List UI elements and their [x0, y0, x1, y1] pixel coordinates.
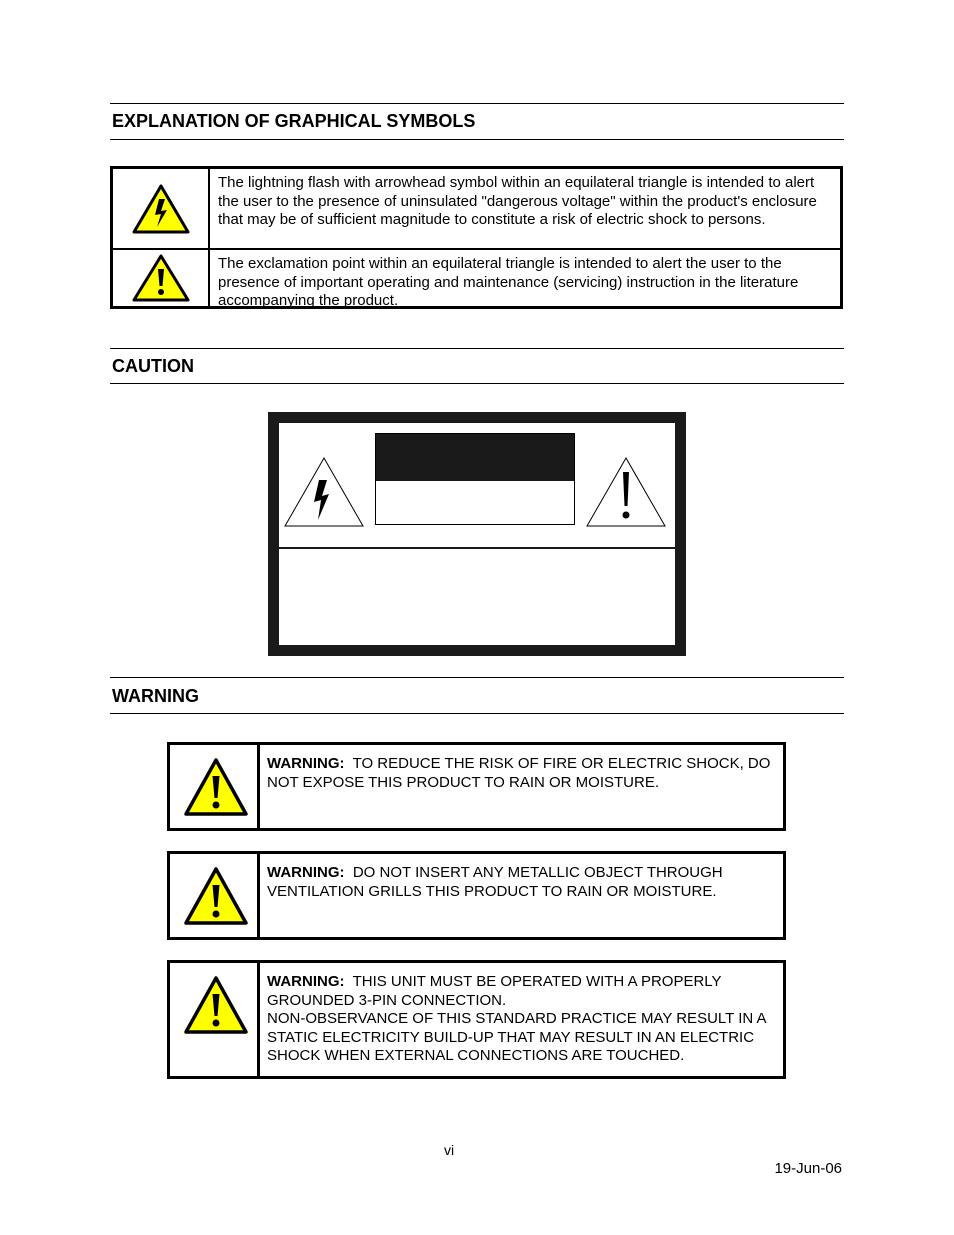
- exclamation-triangle-icon: [170, 963, 260, 1076]
- exclamation-triangle-icon: [113, 250, 210, 306]
- warning-text: [267, 864, 775, 901]
- divider: [110, 103, 844, 104]
- caution-label-upper-panel: [279, 423, 675, 547]
- caution-label-graphic: [268, 412, 686, 656]
- warning-text: [267, 755, 775, 792]
- warning-box: [167, 742, 786, 831]
- divider: [110, 677, 844, 678]
- warning-line: NON-OBSERVANCE OF THIS STANDARD PRACTICE MAY RESULT IN A STATIC ELECTRICITY BUILD-UP THAT MAY RESULT IN AN ELECTRIC SHOCK WHEN EXTERNAL CONNECTIONS ARE TOUCHED.: [267, 1010, 766, 1065]
- warning-box: [167, 851, 786, 940]
- warning-box: [167, 960, 786, 1079]
- exclamation-triangle-icon: [170, 745, 260, 828]
- caution-label-title-box: [375, 433, 575, 525]
- section-heading-warning: WARNING: [112, 686, 199, 706]
- caution-label-lower-panel: [279, 549, 675, 645]
- warning-label: WARNING:: [267, 973, 345, 990]
- symbol-description: The lightning flash with arrowhead symbol within an equilateral triangle is intended to alert the user to the presence of uninsulated "dangerous voltage" within the product's enclosure that may be of sufficient magnitude to constitute a risk of electric shock to persons.: [218, 174, 817, 229]
- warning-label: WARNING:: [267, 755, 345, 772]
- divider: [110, 713, 844, 714]
- warning-text: [267, 973, 775, 1066]
- symbol-row-exclamation: [113, 250, 840, 310]
- caution-label-title-bar: [376, 434, 574, 481]
- warning-label: WARNING:: [267, 864, 345, 881]
- section-heading-caution: CAUTION: [112, 356, 194, 376]
- section-heading-symbols: EXPLANATION OF GRAPHICAL SYMBOLS: [112, 111, 476, 131]
- symbols-table: [110, 166, 843, 309]
- warning-line: TO REDUCE THE RISK OF FIRE OR ELECTRIC SHOCK, DO NOT EXPOSE THIS PRODUCT TO RAIN OR MOISTURE.: [267, 755, 771, 791]
- page-number: vi: [444, 1142, 455, 1158]
- warning-line: THIS UNIT MUST BE OPERATED WITH A PROPERLY GROUNDED 3-PIN CONNECTION.: [267, 973, 722, 1009]
- exclamation-triangle-icon: [585, 456, 667, 528]
- divider: [110, 383, 844, 384]
- divider: [110, 139, 844, 140]
- document-date: 19-Jun-06: [774, 1160, 842, 1177]
- lightning-triangle-icon: [113, 169, 210, 248]
- exclamation-triangle-icon: [170, 854, 260, 937]
- divider: [110, 348, 844, 349]
- warning-line: DO NOT INSERT ANY METALLIC OBJECT THROUGH VENTILATION GRILLS THIS PRODUCT TO RAIN OR MOISTURE.: [267, 864, 723, 900]
- symbol-description: The exclamation point within an equilateral triangle is intended to alert the user to the presence of important operating and maintenance (servicing) instruction in the literature accompanying the product.: [218, 255, 799, 310]
- lightning-triangle-icon: [283, 456, 365, 528]
- symbol-row-lightning: [113, 169, 840, 250]
